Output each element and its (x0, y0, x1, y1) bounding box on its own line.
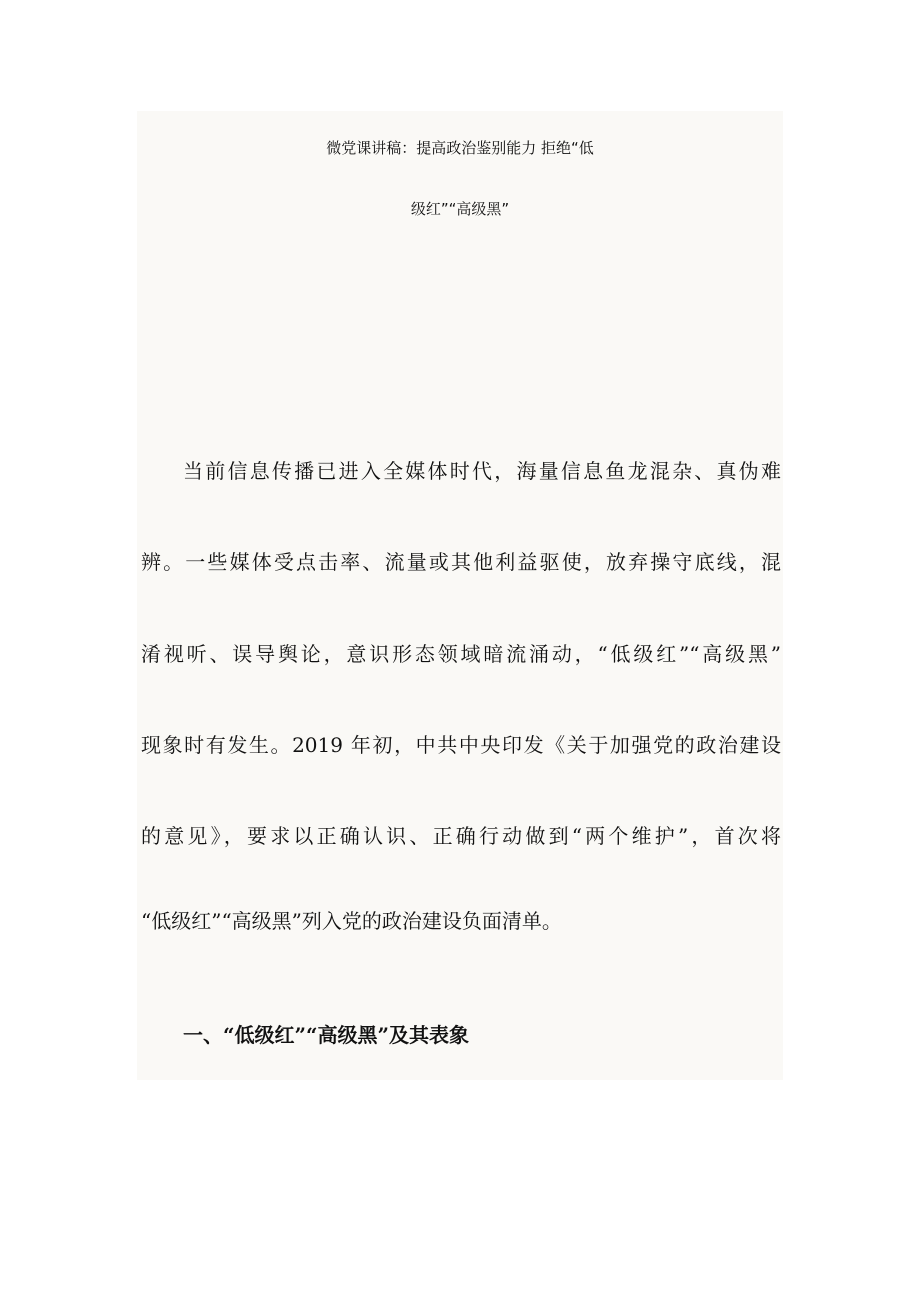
paragraph-line-2: 辨。一些媒体受点击率、流量或其他利益驱使，放弃操守底线，混 (141, 550, 781, 574)
paragraph-line-5: 的意见》，要求以正确认识、正确行动做到“两个维护”，首次将 (141, 824, 781, 848)
document-title-line-2: 级红”“高级黑” (410, 200, 510, 218)
paragraph-line-4: 现象时有发生。2019 年初，中共中央印发《关于加强党的政治建设 (141, 733, 781, 757)
document-title-line-1: 微党课讲稿：提高政治鉴别能力 拒绝“低 (326, 139, 594, 157)
paragraph-line-3: 淆视听、误导舆论，意识形态领域暗流涌动，“低级红”“高级黑” (141, 642, 781, 666)
content-block (137, 111, 783, 1080)
section-heading: 一、“低级红”“高级黑”及其表象 (183, 1023, 470, 1047)
paragraph-line-1: 当前信息传播已进入全媒体时代，海量信息鱼龙混杂、真伪难 (183, 459, 781, 483)
paragraph-line-6: “低级红”“高级黑”列入党的政治建设负面清单。 (141, 909, 562, 933)
